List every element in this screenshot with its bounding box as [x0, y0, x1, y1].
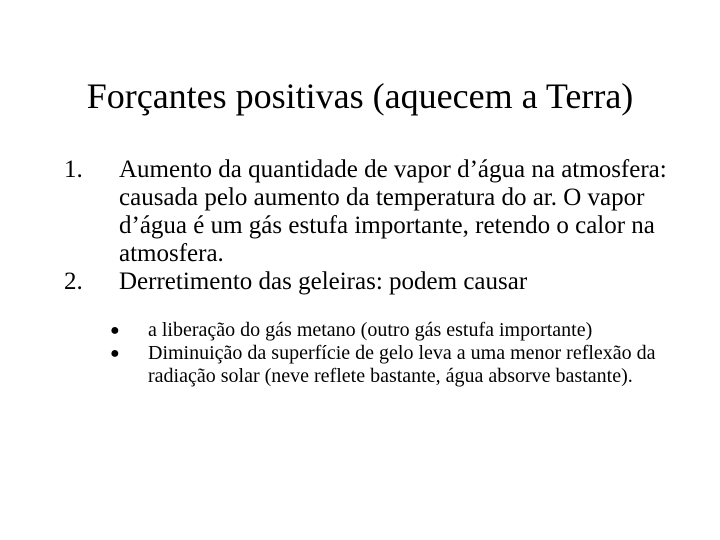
- list-item-text: Aumento da quantidade de vapor d’água na atmosfera: causada pelo aumento da temperatura do ar. O vapor d’água é um gás estufa importante, retendo o calor na atmosfera.: [119, 156, 667, 267]
- list-item-text: Derretimento das geleiras: podem causar: [119, 268, 528, 295]
- bullet-list: [64, 319, 660, 388]
- bullet-item: [64, 319, 660, 342]
- list-item-number: 2.: [64, 268, 83, 295]
- list-item: [64, 268, 684, 296]
- list-item-number: 1.: [64, 156, 83, 183]
- slide-title: Forçantes positivas (aquecem a Terra): [86, 76, 634, 116]
- bullet-item: [64, 342, 660, 388]
- bullet-icon: ●: [110, 345, 120, 362]
- numbered-list: [64, 156, 684, 296]
- bullet-item-text: a liberação do gás metano (outro gás estufa importante): [148, 319, 593, 341]
- bullet-icon: ●: [110, 322, 120, 339]
- list-item: [64, 156, 684, 268]
- bullet-item-text: Diminuição da superfície de gelo leva a uma menor reflexão da radiação solar (neve reflete bastante, água absorve bastante).: [148, 342, 656, 387]
